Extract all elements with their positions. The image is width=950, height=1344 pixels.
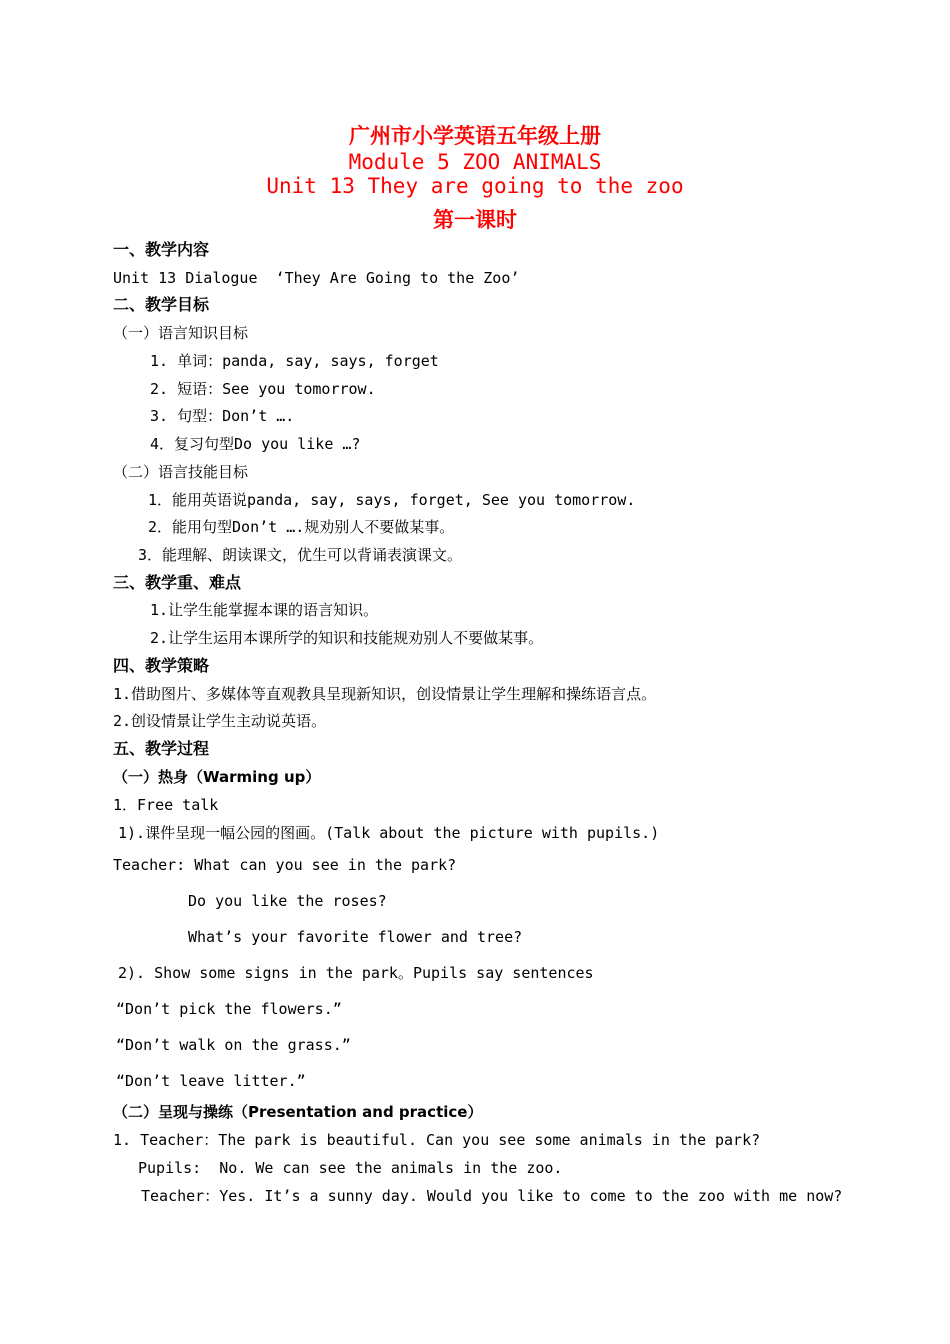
key-point-1: 1.让学生能掌握本课的语言知识。 bbox=[150, 601, 379, 619]
section-1-heading: 一、教学内容 bbox=[113, 240, 210, 259]
presentation-heading: （二）呈现与操练（Presentation and practice） bbox=[113, 1103, 483, 1121]
warming-up-heading: （一）热身（Warming up） bbox=[113, 768, 321, 786]
doc-title-unit: Unit 13 They are going to the zoo bbox=[266, 174, 684, 198]
sign-1: “Don’t pick the flowers.” bbox=[116, 1000, 342, 1018]
section-4-heading: 四、教学策略 bbox=[113, 656, 210, 675]
teacher-line-2: Do you like the roses? bbox=[188, 892, 387, 910]
step-2: 2). Show some signs in the park。Pupils say sentences bbox=[118, 964, 594, 982]
strategy-item-1: 1.借助图片、多媒体等直观教具呈现新知识，创设情景让学生理解和操练语言点。 bbox=[113, 685, 657, 703]
skill-item-3: 3．能理解、朗读课文，优生可以背诵表演课文。 bbox=[138, 546, 463, 564]
key-point-2: 2.让学生运用本课所学的知识和技能规劝别人不要做某事。 bbox=[150, 629, 544, 647]
presentation-line-3: Teacher：Yes. It’s a sunny day. Would you like to come to the zoo with me now? bbox=[141, 1187, 843, 1205]
doc-title-module: Module 5 ZOO ANIMALS bbox=[348, 150, 602, 174]
free-talk: 1．Free talk bbox=[113, 796, 219, 814]
knowledge-item-2: 2. 短语：See you tomorrow. bbox=[150, 380, 376, 398]
teacher-line-3: What’s your favorite flower and tree? bbox=[188, 928, 523, 946]
strategy-item-2: 2.创设情景让学生主动说英语。 bbox=[113, 712, 327, 730]
presentation-line-1: 1. Teacher：The park is beautiful. Can you see some animals in the park? bbox=[113, 1131, 761, 1149]
skill-item-1: 1．能用英语说panda, say, says, forget, See you tomorrow. bbox=[148, 491, 636, 509]
doc-title-lesson: 第一课时 bbox=[433, 207, 517, 232]
section-2-sub1: （一）语言知识目标 bbox=[113, 324, 249, 342]
sign-2: “Don’t walk on the grass.” bbox=[116, 1036, 351, 1054]
knowledge-item-4: 4．复习句型Do you like …? bbox=[150, 435, 361, 453]
step-1: 1).课件呈现一幅公园的图画。(Talk about the picture with pupils.) bbox=[118, 824, 660, 842]
doc-title-grade: 广州市小学英语五年级上册 bbox=[349, 123, 601, 148]
knowledge-item-3: 3. 句型：Don’t …. bbox=[150, 407, 295, 425]
section-2-heading: 二、教学目标 bbox=[113, 295, 210, 314]
section-3-heading: 三、教学重、难点 bbox=[113, 573, 242, 592]
sign-3: “Don’t leave litter.” bbox=[116, 1072, 306, 1090]
section-1-text: Unit 13 Dialogue ‘They Are Going to the Zoo’ bbox=[113, 269, 520, 287]
presentation-line-2: Pupils: No. We can see the animals in the zoo. bbox=[138, 1159, 563, 1177]
skill-item-2: 2．能用句型Don’t ….规劝别人不要做某事。 bbox=[148, 518, 455, 536]
section-2-sub2: （二）语言技能目标 bbox=[113, 463, 249, 481]
teacher-line-1: Teacher: What can you see in the park? bbox=[113, 856, 457, 874]
section-5-heading: 五、教学过程 bbox=[113, 739, 210, 758]
knowledge-item-1: 1. 单词：panda, say, says, forget bbox=[150, 352, 439, 370]
